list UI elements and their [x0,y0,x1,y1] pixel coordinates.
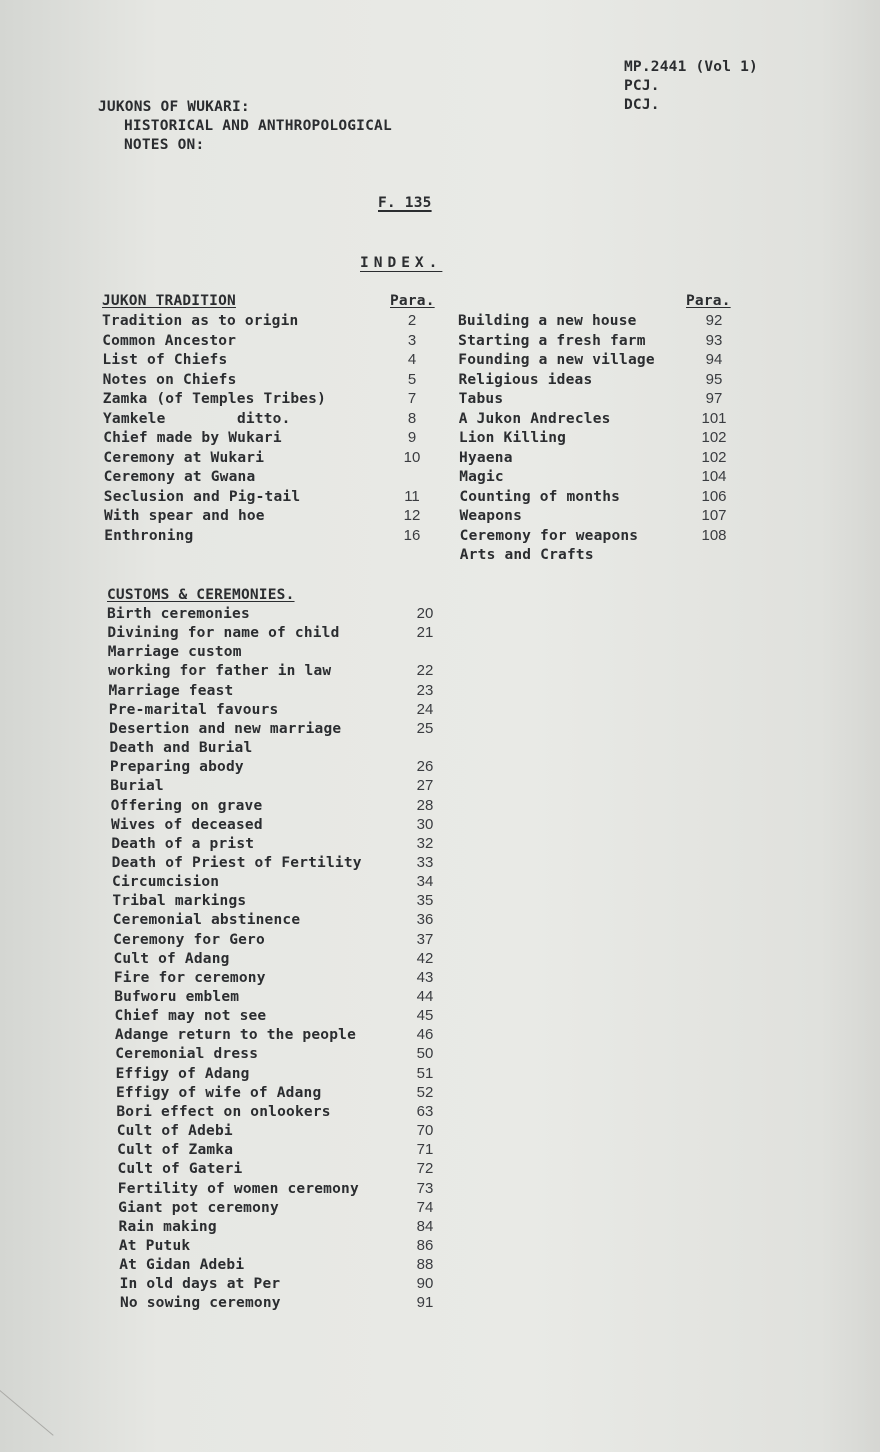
index-entry-para: 92 [705,312,723,329]
index-entry-label: Starting a fresh farm [458,332,646,349]
index-entry-label: Ceremony for Gero [113,931,265,948]
index-entry-label: Wives of deceased [110,816,263,833]
reference-line: MP.2441 (Vol 1) [624,59,758,75]
index-entry-label: Burial [110,778,164,795]
index-entry-label: Cult of Zamka [117,1142,234,1159]
index-entry-para: 2 [407,312,417,329]
index-entry-label: Tradition as to origin [102,313,299,329]
index-entry-para: 104 [701,468,727,485]
index-entry-label: Chief may not see [114,1008,267,1025]
index-entry-para: 4 [407,351,417,368]
index-entry-para: 43 [416,968,434,986]
index-entry-label: Fertility of women ceremony [117,1180,359,1197]
index-entry-label: Weapons [459,508,523,524]
index-entry-label: List of Chiefs [102,352,228,368]
index-entry-label: Lion Killing [458,430,567,446]
index-entry-label: Yamkele ditto. [103,410,291,427]
index-entry-para: 44 [416,988,434,1005]
index-entry-para: 23 [416,681,434,699]
index-entry-label: Marriage custom [107,644,242,661]
index-entry-para: 35 [416,892,434,910]
index-entry-para: 95 [705,370,723,388]
index-entry-para: 93 [705,331,723,349]
index-entry-label: Death of a prist [111,835,255,852]
index-entry-para: 27 [416,777,434,795]
index-entry-label: Cult of Adebi [116,1123,233,1140]
index-entry-para: 72 [416,1160,434,1178]
index-entry-label: In old days at Per [119,1276,281,1293]
index-entry-label: Founding a new village [458,352,655,368]
title-line: JUKONS OF WUKARI: [98,99,250,115]
index-entry-para: 30 [416,815,434,833]
index-entry-para: 22 [416,662,434,680]
index-entry-label: With spear and hoe [104,508,265,524]
index-entry-label: Ceremony at Wukari [103,449,265,466]
index-entry-label: Death of Priest of Fertility [111,854,362,871]
index-entry-label: Religious ideas [458,371,593,388]
index-entry-para: 36 [416,911,434,929]
file-reference [624,58,758,115]
index-entry-para: 94 [705,351,723,368]
index-entry-para: 52 [416,1083,434,1101]
index-entry-para: 37 [416,930,434,948]
index-entry-para: 21 [416,624,434,642]
index-entry-para: 10 [403,448,421,466]
index-entry-label: Seclusion and Pig-tail [103,488,301,505]
index-entry-label: Tribal markings [112,893,247,910]
index-entry-label: Giant pot ceremony [118,1199,279,1216]
index-entry-para: 71 [416,1141,434,1159]
index-entry-label: Pre-marital favours [108,701,279,718]
index-entry-para: 106 [701,487,727,505]
index-entry-label: Ceremony for weapons [459,527,639,544]
index-entry-label: Adange return to the people [114,1027,357,1044]
index-entry-para: 101 [701,409,727,427]
index-entry-label: Zamka (of Temples Tribes) [102,391,327,407]
index-entry-label: working for father in law [108,663,332,680]
index-entry-label: Death and Burial [109,740,253,757]
index-entry-para: 97 [705,390,723,407]
folded-corner [0,1390,54,1452]
index-entry-para: 86 [416,1236,434,1254]
index-entry-para: 11 [404,487,420,505]
index-entry-para: 32 [416,834,434,852]
index-entry-para: 84 [416,1217,434,1235]
index-entry-para: 108 [701,526,727,544]
index-entry-label: Effigy of Adang [115,1065,250,1082]
index-entry-para: 102 [701,429,727,446]
index-entry-para: 50 [416,1045,434,1063]
index-entry-para: 73 [416,1179,434,1197]
index-entry-label: Circumcision [112,874,220,891]
index-entry-label: Fire for ceremony [113,969,266,986]
index-entry-label: Common Ancestor [102,332,237,349]
para-column-label: Para. [390,293,435,309]
index-entry-para: 102 [701,448,727,466]
section-heading: JUKON TRADITION [102,293,236,309]
index-entry-para: 46 [416,1026,434,1044]
index-entry-para: 8 [407,409,417,427]
index-entry-label: Ceremonial abstinence [112,912,301,929]
section-heading: CUSTOMS & CEREMONIES. [107,587,295,603]
index-entry-para: 5 [407,370,417,388]
reference-line: PCJ. [624,78,660,94]
index-entry-para: 12 [403,507,421,524]
index-entry-para: 42 [416,949,434,967]
index-entry-label: Ceremonial dress [115,1046,259,1063]
index-entry-para: 20 [416,605,434,622]
index-entry-label: Hyaena [459,449,513,466]
index-entry-para: 88 [416,1256,434,1274]
index-entry-label: No sowing ceremony [119,1295,281,1312]
page-shadow [820,0,880,1452]
index-entry-label: Ceremony at Gwana [103,469,256,485]
index-entry-para: 26 [416,758,434,776]
index-entry-para: 16 [403,526,421,544]
index-entry-para: 34 [416,873,434,891]
index-entry-label: Birth ceremonies [107,606,250,622]
index-entry-label: Building a new house [458,313,637,329]
index-entry-label: Divining for name of child [107,625,340,642]
index-entry-label: Offering on grave [110,797,263,814]
index-entry-label: At Putuk [118,1237,191,1254]
index-entry-label: Cult of Gateri [117,1161,243,1178]
index-entry-label: At Gidan Adebi [119,1257,245,1274]
index-entry-label: Effigy of wife of Adang [116,1084,322,1101]
index-entry-para: 70 [416,1122,434,1140]
index-entry-para: 45 [416,1007,434,1025]
index-entry-label: Preparing abody [109,759,244,776]
index-entry-label: Tabus [458,391,504,407]
index-entry-para: 25 [416,719,434,737]
index-entry-para: 24 [416,700,434,718]
index-entry-para: 91 [416,1294,434,1312]
reference-line: DCJ. [624,97,660,113]
index-entry-label: Chief made by Wukari [103,430,282,446]
index-entry-para: 33 [416,853,434,871]
index-entry-label: Enthroning [104,527,194,544]
index-entry-label: Cult of Adang [113,950,230,967]
index-entry-label: Marriage feast [108,682,234,699]
index-entry-label: Desertion and new marriage [109,720,342,737]
index-entry-label: Counting of months [459,488,621,505]
index-entry-label: Bori effect on onlookers [116,1103,331,1120]
index-entry-para: 74 [416,1198,434,1216]
index-entry-para: 107 [701,507,727,524]
document-title [98,98,392,155]
title-line: NOTES ON: [124,137,205,153]
folio-number: F. 135 [378,195,432,211]
index-entry-para: 3 [407,331,417,349]
index-entry-label: Notes on Chiefs [102,371,237,388]
title-line: HISTORICAL AND ANTHROPOLOGICAL [124,118,392,134]
index-entry-label: Bufworu emblem [114,989,240,1005]
index-entry-label: Arts and Crafts [459,547,594,563]
index-entry-para: 9 [407,429,417,446]
index-entry-para: 28 [416,796,434,814]
para-column-label: Para. [686,293,731,309]
index-entry-para: 51 [416,1064,434,1082]
index-heading: INDEX. [360,255,443,271]
index-entry-para: 63 [416,1102,434,1120]
index-entry-para: 7 [407,390,417,407]
index-entry-para: 90 [416,1275,434,1293]
index-entry-label: A Jukon Andrecles [458,410,611,427]
index-entry-label: Rain making [118,1218,217,1235]
index-entry-label: Magic [459,469,504,485]
